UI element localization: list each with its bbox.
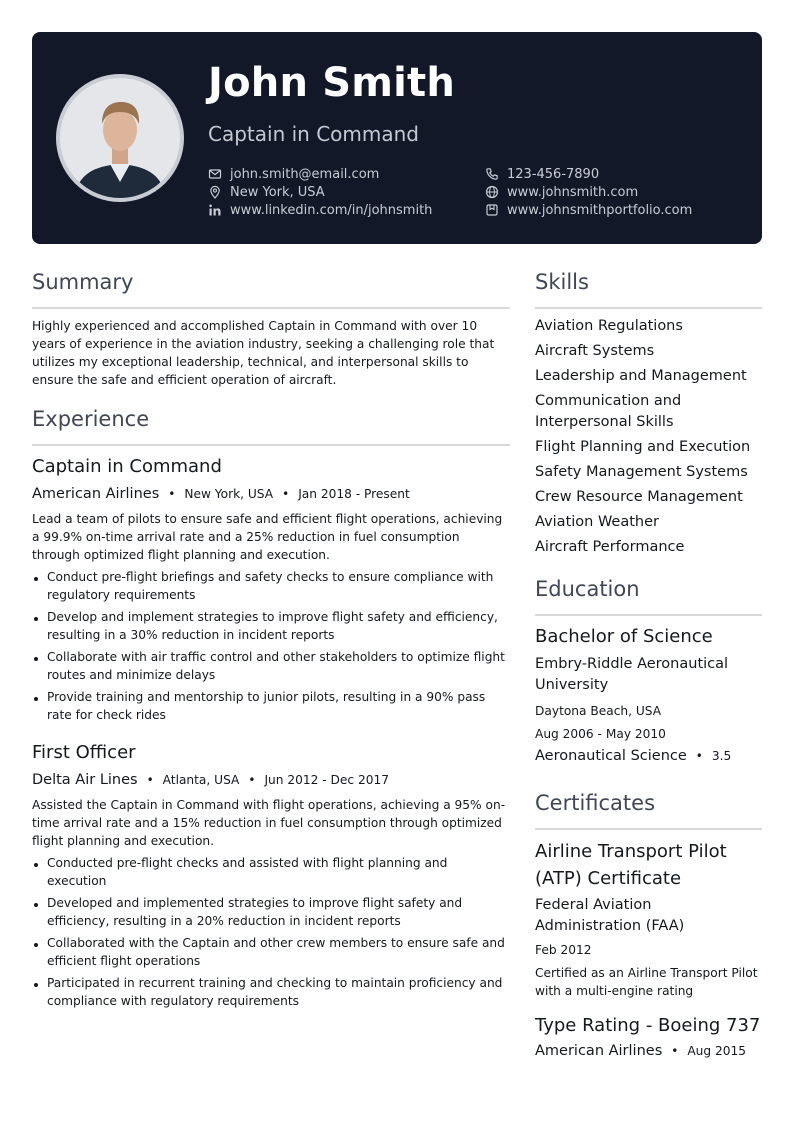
achievement-item: Collaborate with air traffic control and other stakeholders to optimize flight routes and minimize delays bbox=[32, 648, 510, 684]
skill-item: Flight Planning and Execution bbox=[535, 439, 751, 455]
certificate-title: Airline Transport Pilot (ATP) Certificate bbox=[535, 841, 727, 889]
phone-contact[interactable] bbox=[485, 165, 599, 183]
education-degree: Bachelor of Science bbox=[535, 626, 713, 647]
skill-item: Aviation Weather bbox=[535, 514, 660, 530]
job-title: Captain in Command bbox=[32, 456, 222, 477]
profile-photo bbox=[56, 74, 184, 202]
education-field-row bbox=[535, 748, 731, 764]
location-text: New York, USA bbox=[230, 184, 325, 200]
skill-item: Aircraft Systems bbox=[535, 343, 655, 359]
website-text: www.johnsmith.com bbox=[507, 184, 639, 200]
achievement-item: Conduct pre-flight briefings and safety checks to ensure compliance with regulatory requirements bbox=[32, 568, 510, 604]
certificates-divider bbox=[535, 828, 762, 830]
portfolio-contact[interactable] bbox=[485, 201, 692, 219]
certificate-date: Feb 2012 bbox=[535, 943, 592, 957]
job-company: American Airlines bbox=[32, 486, 160, 502]
candidate-name: John Smith bbox=[208, 60, 456, 106]
separator-dot: • bbox=[671, 1044, 679, 1058]
job-description: Assisted the Captain in Command with flight operations, achieving a 95% on-time arrival rate and a 15% reduction in fuel consumption through optimized flight planning and execution. bbox=[32, 798, 506, 848]
website-contact[interactable] bbox=[485, 183, 638, 201]
experience-heading: Experience bbox=[32, 407, 150, 431]
candidate-role: Captain in Command bbox=[208, 122, 419, 146]
achievement-item: Developed and implemented strategies to improve flight safety and efficiency, resulting in a 20% reduction in incident reports bbox=[32, 894, 510, 930]
linkedin-text: www.linkedin.com/in/johnsmith bbox=[230, 202, 433, 218]
person-portrait-icon bbox=[60, 78, 180, 198]
job-achievements bbox=[32, 854, 510, 1014]
separator-dot: • bbox=[248, 773, 256, 787]
skill-item: Communication and Interpersonal Skills bbox=[535, 393, 682, 430]
separator-dot: • bbox=[146, 773, 154, 787]
skill-item: Aviation Regulations bbox=[535, 318, 683, 334]
certificate-issuer: Federal Aviation Administration (FAA) bbox=[535, 897, 685, 934]
job-title: First Officer bbox=[32, 742, 136, 763]
skills-divider bbox=[535, 307, 762, 309]
location-contact bbox=[208, 183, 325, 201]
job-dates: Jun 2012 - Dec 2017 bbox=[264, 773, 390, 787]
job-dates: Jan 2018 - Present bbox=[298, 487, 410, 501]
experience-divider bbox=[32, 444, 510, 446]
linkedin-contact[interactable] bbox=[208, 201, 432, 219]
skill-item: Safety Management Systems bbox=[535, 464, 748, 480]
mail-icon bbox=[208, 167, 222, 181]
email-contact[interactable] bbox=[208, 165, 379, 183]
summary-text: Highly experienced and accomplished Captain in Command with over 10 years of experience in the aviation industry, seeking a challenging role that utilizes my exceptional leadership, technical, and interpersonal skills to ensure the safe and efficient operation of aircraft. bbox=[32, 319, 495, 387]
certificate-meta bbox=[535, 1043, 746, 1059]
phone-text: 123-456-7890 bbox=[507, 166, 600, 182]
education-school: Embry-Riddle Aeronautical University bbox=[535, 656, 729, 693]
education-gpa: 3.5 bbox=[711, 749, 732, 763]
certificate-title: Type Rating - Boeing 737 bbox=[535, 1015, 761, 1036]
separator-dot: • bbox=[695, 749, 703, 763]
education-location: Daytona Beach, USA bbox=[535, 704, 662, 718]
skill-item: Leadership and Management bbox=[535, 368, 747, 384]
skills-heading: Skills bbox=[535, 270, 589, 294]
certificates-heading: Certificates bbox=[535, 791, 656, 815]
job-location: Atlanta, USA bbox=[162, 773, 240, 787]
resume-header bbox=[32, 32, 762, 244]
map-pin-icon bbox=[208, 185, 222, 199]
email-text: john.smith@email.com bbox=[230, 166, 380, 182]
job-meta bbox=[32, 772, 389, 788]
certificate-description: Certified as an Airline Transport Pilot with a multi-engine rating bbox=[535, 966, 758, 998]
separator-dot: • bbox=[282, 487, 290, 501]
achievement-item: Participated in recurrent training and checking to maintain proficiency and compliance with regulatory requirements bbox=[32, 974, 510, 1010]
linkedin-icon bbox=[208, 203, 222, 217]
certificate-issuer: American Airlines bbox=[535, 1043, 663, 1059]
job-description: Lead a team of pilots to ensure safe and efficient flight operations, achieving a 99.9% on-time arrival rate and a 25% reduction in fuel consumption through optimized flight planning and execution. bbox=[32, 512, 503, 562]
achievement-item: Collaborated with the Captain and other crew members to ensure safe and efficient flight operations bbox=[32, 934, 510, 970]
education-divider bbox=[535, 614, 762, 616]
job-meta bbox=[32, 486, 410, 502]
job-company: Delta Air Lines bbox=[32, 772, 138, 788]
achievement-item: Provide training and mentorship to junior pilots, resulting in a 90% pass rate for check rides bbox=[32, 688, 510, 724]
phone-icon bbox=[485, 167, 499, 181]
skill-item: Crew Resource Management bbox=[535, 489, 743, 505]
summary-heading: Summary bbox=[32, 270, 134, 294]
portfolio-icon bbox=[485, 203, 499, 217]
portfolio-text: www.johnsmithportfolio.com bbox=[507, 202, 693, 218]
summary-divider bbox=[32, 307, 510, 309]
globe-icon bbox=[485, 185, 499, 199]
skills-list bbox=[535, 316, 762, 562]
education-field: Aeronautical Science bbox=[535, 748, 687, 764]
education-dates: Aug 2006 - May 2010 bbox=[535, 727, 666, 741]
skill-item: Aircraft Performance bbox=[535, 539, 685, 555]
job-location: New York, USA bbox=[184, 487, 274, 501]
achievement-item: Develop and implement strategies to improve flight safety and efficiency, resulting in a 30% reduction in incident reports bbox=[32, 608, 510, 644]
separator-dot: • bbox=[168, 487, 176, 501]
education-heading: Education bbox=[535, 577, 640, 601]
certificate-date: Aug 2015 bbox=[687, 1044, 747, 1058]
achievement-item: Conducted pre-flight checks and assisted with flight planning and execution bbox=[32, 854, 510, 890]
job-achievements bbox=[32, 568, 510, 728]
